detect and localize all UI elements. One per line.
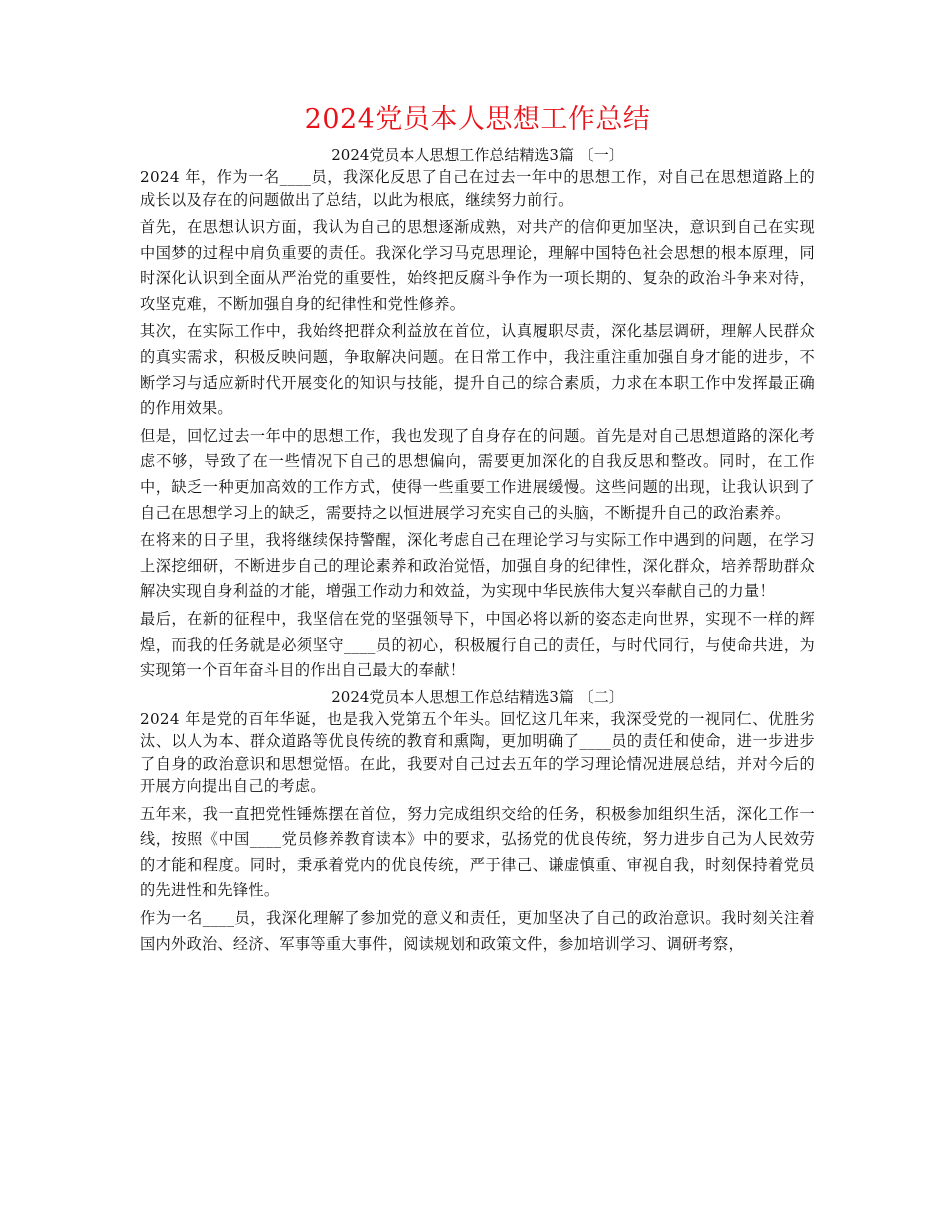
section-heading: 2024党员本人思想工作总结精选3篇 〔一〕 [331,146,624,164]
paragraph: 但是，回忆过去一年中的思想工作，我也发现了自身存在的问题。首先是对自己思想道路的深化考虑不够，导致了在一些情况下自己的思想偏向，需要更加深化的自我反思和整改。同时，在工作中，缺乏一种更加高效的工作方式，使得一些重要工作进展缓慢。这些问题的出现，让我认识到了自己在思想学习上的缺乏，需要持之以恒进展学习充实自己的头脑，不断提升自己的政治素养。 [140,426,815,522]
paragraph: 首先，在思想认识方面，我认为自己的思想逐渐成熟，对共产的信仰更加坚决，意识到自己在实现中国梦的过程中肩负重要的责任。我深化学习马克思理论，理解中国特色社会思想的根本原理，同时深化认识到全面从严治党的重要性，始终把反腐斗争作为一项长期的、复杂的政治斗争来对待，攻坚克难，不断加强自身的纪律性和党性修养。 [140,218,815,313]
paragraph: 五年来，我一直把党性锤炼摆在首位，努力完成组织交给的任务，积极参加组织生活，深化工作一线，按照《中国____党员修养教育读本》中的要求，弘扬党的优良传统，努力进步自己为人民效劳的才能和程度。同时，秉承着党内的优良传统，严于律己、谦虚慎重、审视自我，时刻保持着党员的先进性和先锋性。 [140,804,815,900]
paragraph: 最后，在新的征程中，我坚信在党的坚强领导下，中国必将以新的姿态走向世界，实现不一样的辉煌，而我的任务就是必须坚守____员的初心，积极履行自己的责任，与时代同行，与使命共进，为实现第一个百年奋斗目的作出自己最大的奉献！ [140,609,815,680]
document-title: 2024党员本人思想工作总结 [304,104,651,135]
paragraph: 在将来的日子里，我将继续保持警醒，深化考虑自己在理论学习与实际工作中遇到的问题，在学习上深挖细研，不断进步自己的理论素养和政治觉悟，加强自身的纪律性，深化群众，培养帮助群众解决实现自身利益的才能，增强工作动力和效益，为实现中华民族伟大复兴奉献自己的力量！ [140,531,815,601]
paragraph: 作为一名____员，我深化理解了参加党的意义和责任，更加坚决了自己的政治意识。我时刻关注着国内外政治、经济、军事等重大事件，阅读规划和政策文件，参加培训学习、调研考察， [140,909,815,953]
document-page [140,100,815,959]
section-heading: 2024党员本人思想工作总结精选3篇 〔二〕 [331,687,624,706]
section-one [140,144,815,684]
paragraph: 2024 年，作为一名____员，我深化反思了自己在过去一年中的思想工作，对自己在思想道路上的成长以及存在的问题做出了总结，以此为根底，继续努力前行。 [140,168,815,209]
section-two [140,686,815,958]
paragraph: 其次，在实际工作中，我始终把群众利益放在首位，认真履职尽责，深化基层调研，理解人民群众的真实需求，积极反映问题，争取解决问题。在日常工作中，我注重注重加强自身才能的进步，不断学习与适应新时代开展变化的知识与技能，提升自己的综合素质，力求在本职工作中发挥最正确的作用效果。 [140,322,815,418]
paragraph: 2024 年是党的百年华诞，也是我入党第五个年头。回忆这几年来，我深受党的一视同仁、优胜劣汰、以人为本、群众道路等优良传统的教育和熏陶，更加明确了____员的责任和使命，进一步进步了自身的政治意识和思想觉悟。在此，我要对自己过去五年的学习理论情况进展总结，并对今后的开展方向提出自己的考虑。 [140,709,815,796]
